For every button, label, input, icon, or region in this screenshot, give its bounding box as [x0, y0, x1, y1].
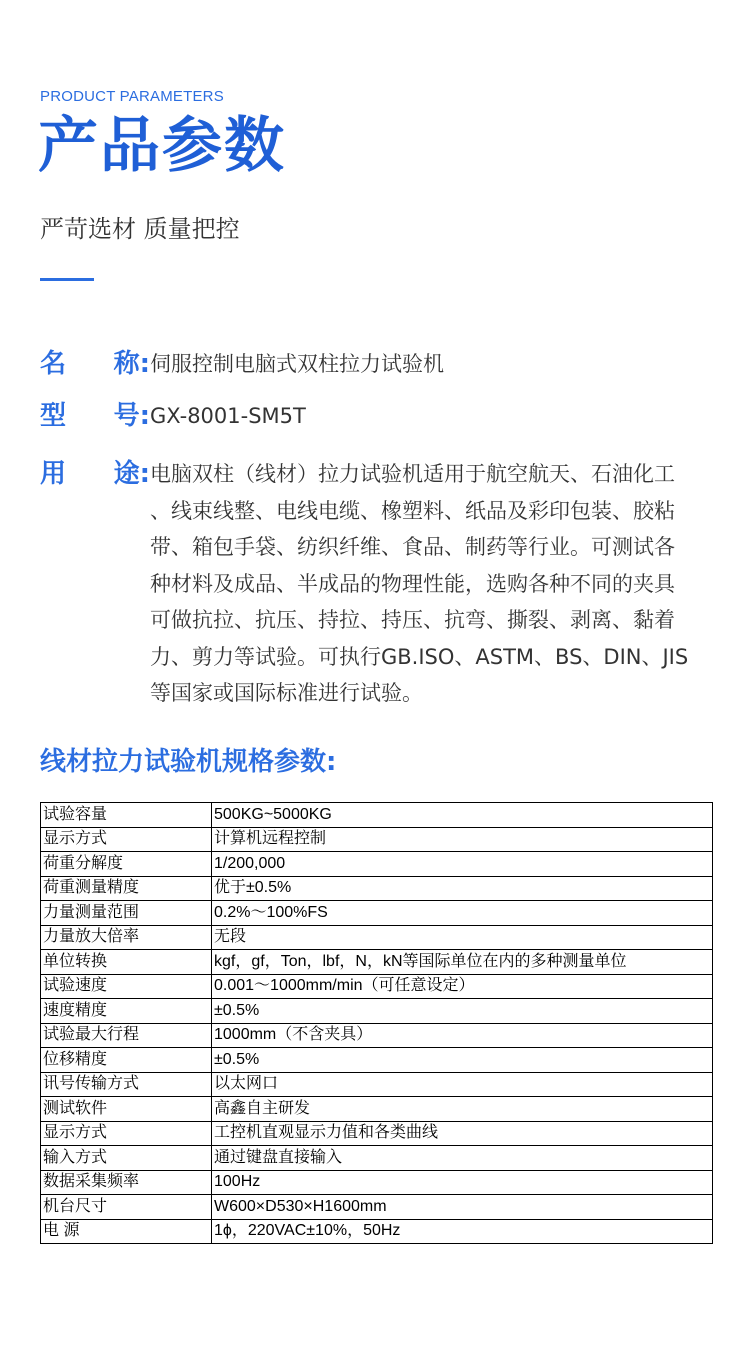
- spec-value: 高鑫自主研发: [212, 1097, 713, 1122]
- table-row: [41, 876, 713, 901]
- table-row: [41, 827, 713, 852]
- model-row: [40, 398, 722, 434]
- usage-value: [150, 456, 720, 712]
- spec-key: 荷重分解度: [41, 852, 212, 877]
- spec-key: 显示方式: [41, 1121, 212, 1146]
- usage-line: 力、剪力等试验。可执行GB.ISO、ASTM、BS、DIN、JIS: [150, 644, 689, 669]
- table-row: [41, 1219, 713, 1244]
- name-label: [40, 346, 150, 382]
- table-row: [41, 1072, 713, 1097]
- table-row: [41, 974, 713, 999]
- spec-key: 试验容量: [41, 803, 212, 828]
- model-label: [40, 398, 150, 434]
- usage-label-char-2: 途:: [113, 459, 150, 489]
- spec-key: 机台尺寸: [41, 1195, 212, 1220]
- spec-value: 100Hz: [212, 1170, 713, 1195]
- spec-key: 显示方式: [41, 827, 212, 852]
- name-row: [40, 346, 722, 382]
- spec-value: 1000mm（不含夹具）: [212, 1023, 713, 1048]
- table-row: [41, 901, 713, 926]
- usage-line: 可做抗拉、抗压、持拉、持压、抗弯、撕裂、剥离、黏着: [150, 608, 675, 632]
- name-value: 伺服控制电脑式双柱拉力试验机: [150, 352, 444, 376]
- table-row: [41, 925, 713, 950]
- name-label-char-1: 名: [40, 349, 67, 379]
- name-label-char-2: 称:: [113, 349, 150, 379]
- spec-key: 力量放大倍率: [41, 925, 212, 950]
- spec-value: 计算机远程控制: [212, 827, 713, 852]
- spec-key: 速度精度: [41, 999, 212, 1024]
- specs-heading: 线材拉力试验机规格参数:: [40, 747, 337, 777]
- usage-line: 电脑双柱（线材）拉力试验机适用于航空航天、石油化工: [150, 462, 675, 486]
- slogan: 严苛选材 质量把控: [40, 215, 240, 243]
- spec-value: ±0.5%: [212, 1048, 713, 1073]
- spec-key: 单位转换: [41, 950, 212, 975]
- table-row: [41, 1023, 713, 1048]
- spec-key: 输入方式: [41, 1146, 212, 1171]
- table-row: [41, 1048, 713, 1073]
- table-row: [41, 950, 713, 975]
- usage-line: 等国家或国际标准进行试验。: [150, 681, 423, 705]
- table-row: [41, 1097, 713, 1122]
- usage-line: 带、箱包手袋、纺织纤维、食品、制药等行业。可测试各: [150, 535, 675, 559]
- spec-key: 试验速度: [41, 974, 212, 999]
- subtitle-en: PRODUCT PARAMETERS: [40, 88, 224, 105]
- spec-key: 试验最大行程: [41, 1023, 212, 1048]
- usage-line: 种材料及成品、半成品的物理性能，选购各种不同的夹具: [150, 571, 675, 596]
- spec-value: 500KG~5000KG: [212, 803, 713, 828]
- table-row: [41, 852, 713, 877]
- spec-key: 讯号传输方式: [41, 1072, 212, 1097]
- table-row: [41, 803, 713, 828]
- spec-value: 1/200,000: [212, 852, 713, 877]
- spec-value: kgf，gf，Ton，lbf，N，kN等国际单位在内的多种测量单位: [212, 950, 713, 975]
- spec-value: 通过键盘直接输入: [212, 1146, 713, 1171]
- title-divider: [40, 278, 94, 281]
- spec-key: 力量测量范围: [41, 901, 212, 926]
- usage-label-char-1: 用: [40, 459, 67, 489]
- spec-value: 1ϕ，220VAC±10%，50Hz: [212, 1219, 713, 1244]
- table-row: [41, 1195, 713, 1220]
- spec-value: 优于±0.5%: [212, 876, 713, 901]
- usage-row: [40, 456, 722, 712]
- spec-key: 数据采集频率: [41, 1170, 212, 1195]
- spec-key: 位移精度: [41, 1048, 212, 1073]
- spec-key: 测试软件: [41, 1097, 212, 1122]
- spec-value: 无段: [212, 925, 713, 950]
- table-row: [41, 999, 713, 1024]
- table-row: [41, 1146, 713, 1171]
- spec-value: 工控机直观显示力值和各类曲线: [212, 1121, 713, 1146]
- spec-value: ±0.5%: [212, 999, 713, 1024]
- spec-key: 电 源: [41, 1219, 212, 1244]
- spec-value: 以太网口: [212, 1072, 713, 1097]
- spec-value: W600×D530×H1600mm: [212, 1195, 713, 1220]
- spec-key: 荷重测量精度: [41, 876, 212, 901]
- table-row: [41, 1121, 713, 1146]
- table-row: [41, 1170, 713, 1195]
- specs-table: [40, 802, 713, 1244]
- model-label-char-2: 号:: [113, 401, 150, 431]
- page-title: 产品参数: [38, 111, 286, 181]
- usage-line: 、线束线整、电线电缆、橡塑料、纸品及彩印包装、胶粘: [150, 498, 675, 523]
- model-label-char-1: 型: [40, 401, 67, 431]
- usage-label: [40, 456, 150, 492]
- model-value: GX-8001-SM5T: [150, 404, 306, 428]
- spec-value: 0.001～1000mm/min（可任意设定）: [212, 974, 713, 999]
- spec-value: 0.2%～100%FS: [212, 901, 713, 926]
